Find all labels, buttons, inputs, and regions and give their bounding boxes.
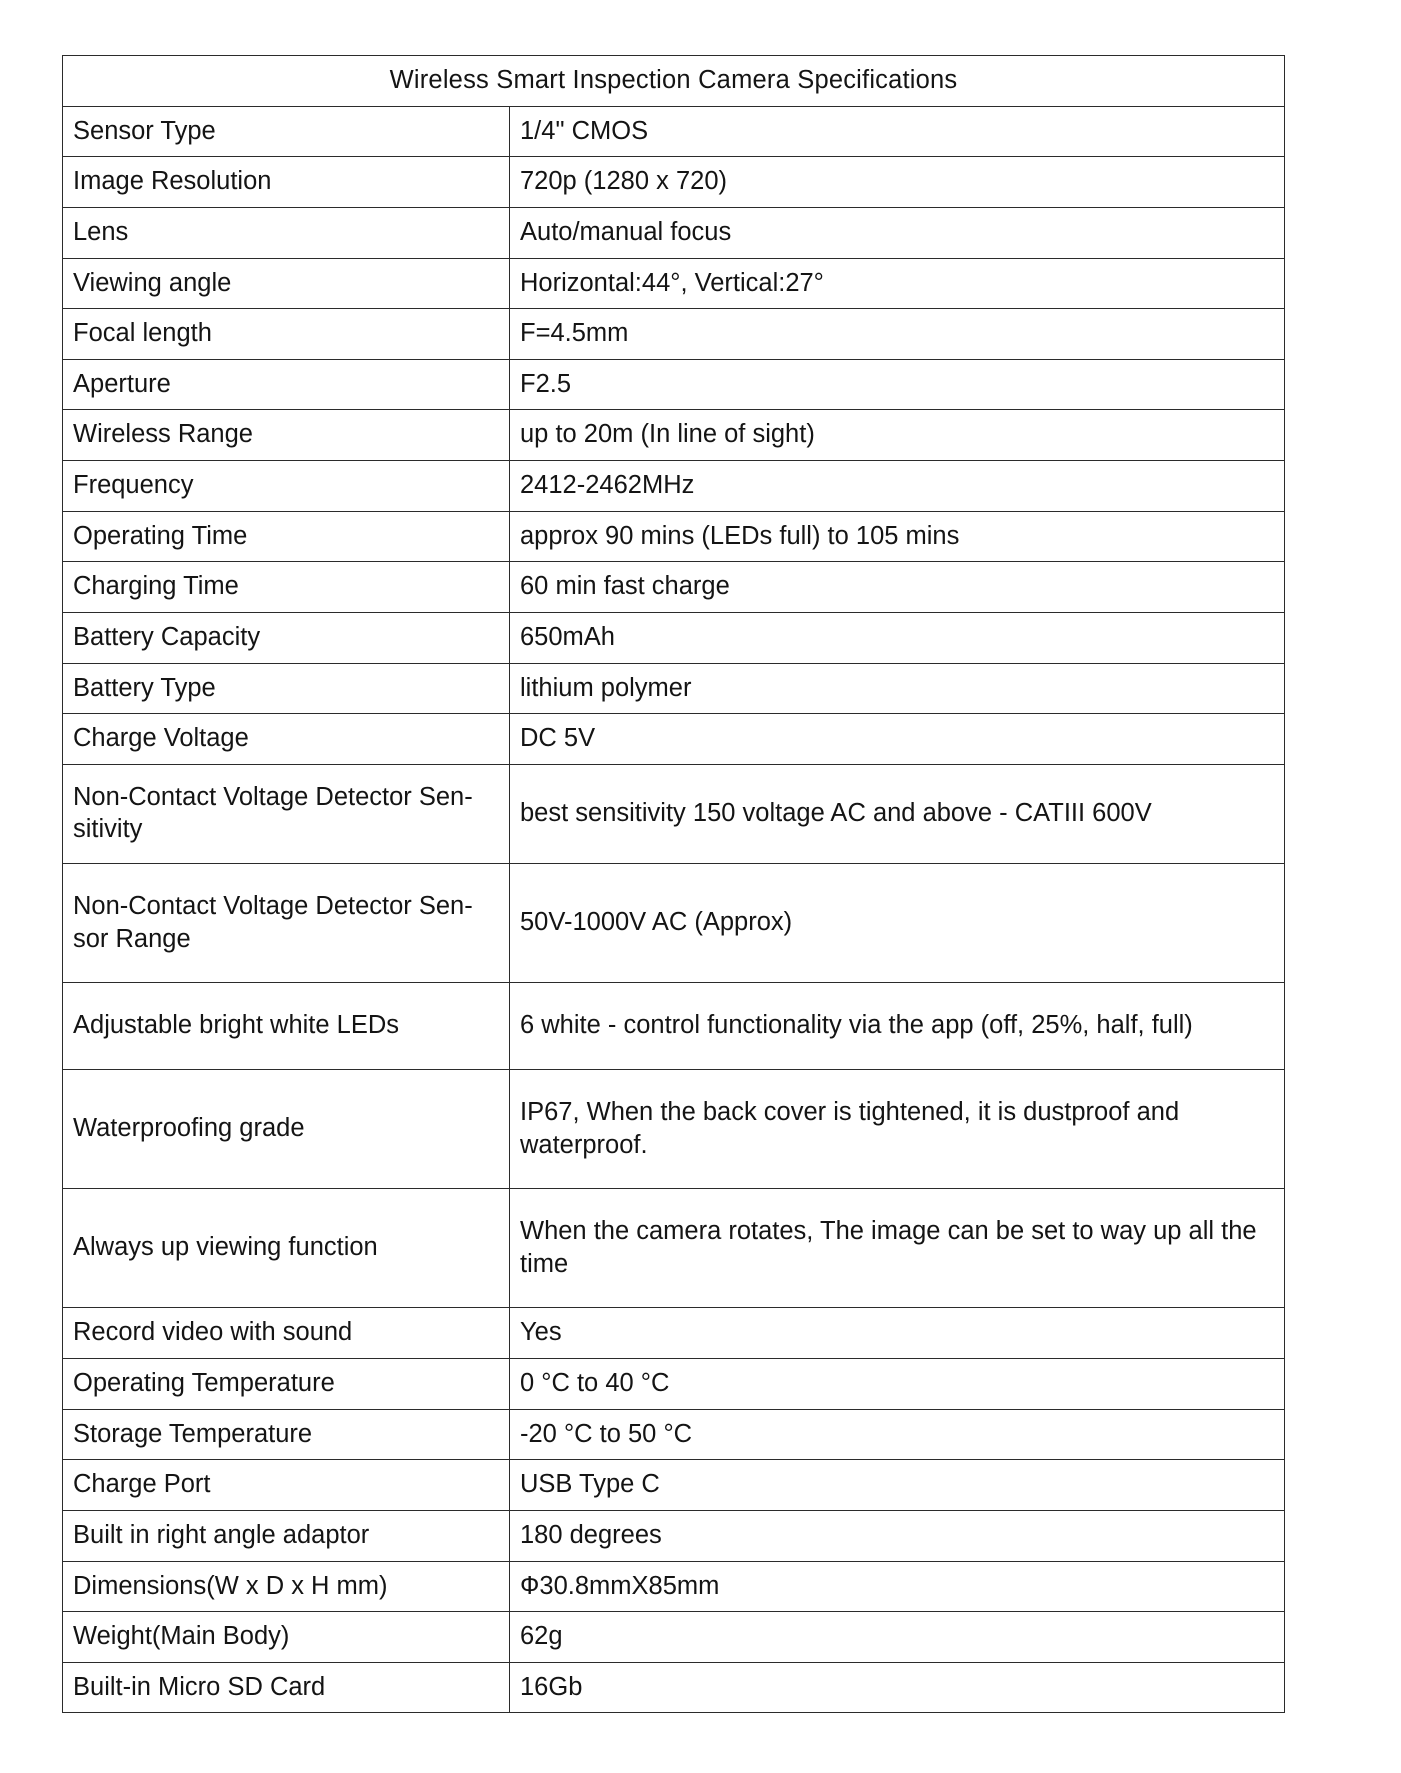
spec-value: Yes xyxy=(510,1308,1285,1359)
specifications-table xyxy=(62,55,1285,1713)
specifications-table-body xyxy=(63,56,1285,1713)
spec-value: Horizontal:44°, Vertical:27° xyxy=(510,258,1285,309)
spec-value: 720p (1280 x 720) xyxy=(510,157,1285,208)
spec-label: Sensor Type xyxy=(63,106,510,157)
spec-label: Focal length xyxy=(63,309,510,360)
table-row xyxy=(63,663,1285,714)
spec-label: Storage Temperature xyxy=(63,1409,510,1460)
spec-value: 60 min fast charge xyxy=(510,562,1285,613)
spec-label: Lens xyxy=(63,207,510,258)
spec-value: DC 5V xyxy=(510,714,1285,765)
spec-value: Ф30.8mmX85mm xyxy=(510,1561,1285,1612)
table-row xyxy=(63,1460,1285,1511)
spec-value: F2.5 xyxy=(510,359,1285,410)
spec-value: 180 degrees xyxy=(510,1510,1285,1561)
spec-label: Non-Contact Voltage Detector Sen-sor Range xyxy=(63,864,510,983)
spec-label: Wireless Range xyxy=(63,410,510,461)
spec-label: Battery Capacity xyxy=(63,612,510,663)
spec-value: IP67, When the back cover is tightened, it is dustproof and waterproof. xyxy=(510,1069,1285,1188)
spec-value: 2412-2462MHz xyxy=(510,461,1285,512)
spec-value: up to 20m (In line of sight) xyxy=(510,410,1285,461)
table-row xyxy=(63,1612,1285,1663)
table-row xyxy=(63,1069,1285,1188)
spec-value: F=4.5mm xyxy=(510,309,1285,360)
spec-label: Frequency xyxy=(63,461,510,512)
spec-value: -20 °C to 50 °C xyxy=(510,1409,1285,1460)
spec-label: Image Resolution xyxy=(63,157,510,208)
table-row xyxy=(63,562,1285,613)
table-row xyxy=(63,157,1285,208)
table-row xyxy=(63,309,1285,360)
spec-value: 0 °C to 40 °C xyxy=(510,1359,1285,1410)
spec-label: Aperture xyxy=(63,359,510,410)
table-row xyxy=(63,1359,1285,1410)
spec-value: Auto/manual focus xyxy=(510,207,1285,258)
spec-value: 1/4" CMOS xyxy=(510,106,1285,157)
spec-label: Dimensions(W x D x H mm) xyxy=(63,1561,510,1612)
table-row xyxy=(63,461,1285,512)
spec-label: Operating Time xyxy=(63,511,510,562)
table-row xyxy=(63,511,1285,562)
spec-label: Charging Time xyxy=(63,562,510,613)
table-row xyxy=(63,864,1285,983)
spec-value: 650mAh xyxy=(510,612,1285,663)
spec-value: 16Gb xyxy=(510,1662,1285,1713)
table-row xyxy=(63,1409,1285,1460)
spec-value: 50V-1000V AC (Approx) xyxy=(510,864,1285,983)
spec-label: Built in right angle adaptor xyxy=(63,1510,510,1561)
spec-value: lithium polymer xyxy=(510,663,1285,714)
spec-value: 6 white - control functionality via the app (off, 25%, half, full) xyxy=(510,983,1285,1070)
spec-value: approx 90 mins (LEDs full) to 105 mins xyxy=(510,511,1285,562)
table-row xyxy=(63,612,1285,663)
table-row xyxy=(63,764,1285,863)
spec-label: Adjustable bright white LEDs xyxy=(63,983,510,1070)
table-row xyxy=(63,1662,1285,1713)
spec-value: best sensitivity 150 voltage AC and above - CATIII 600V xyxy=(510,764,1285,863)
spec-label: Charge Voltage xyxy=(63,714,510,765)
spec-label: Weight(Main Body) xyxy=(63,1612,510,1663)
spec-label: Waterproofing grade xyxy=(63,1069,510,1188)
spec-label: Viewing angle xyxy=(63,258,510,309)
spec-value: When the camera rotates, The image can be set to way up all the time xyxy=(510,1189,1285,1308)
table-row xyxy=(63,1561,1285,1612)
page-title: Wireless Smart Inspection Camera Specifications xyxy=(63,56,1285,107)
spec-label: Battery Type xyxy=(63,663,510,714)
specifications-table-container xyxy=(62,55,1284,1713)
table-row xyxy=(63,1308,1285,1359)
spec-value: 62g xyxy=(510,1612,1285,1663)
table-row xyxy=(63,983,1285,1070)
table-row xyxy=(63,410,1285,461)
spec-label: Operating Temperature xyxy=(63,1359,510,1410)
table-row xyxy=(63,1510,1285,1561)
table-row xyxy=(63,714,1285,765)
table-row xyxy=(63,207,1285,258)
table-title-row xyxy=(63,56,1285,107)
spec-label: Built-in Micro SD Card xyxy=(63,1662,510,1713)
table-row xyxy=(63,1189,1285,1308)
spec-label: Record video with sound xyxy=(63,1308,510,1359)
spec-label: Always up viewing function xyxy=(63,1189,510,1308)
table-row xyxy=(63,106,1285,157)
table-row xyxy=(63,258,1285,309)
spec-value: USB Type C xyxy=(510,1460,1285,1511)
spec-label: Non-Contact Voltage Detector Sen-sitivity xyxy=(63,764,510,863)
spec-label: Charge Port xyxy=(63,1460,510,1511)
table-row xyxy=(63,359,1285,410)
